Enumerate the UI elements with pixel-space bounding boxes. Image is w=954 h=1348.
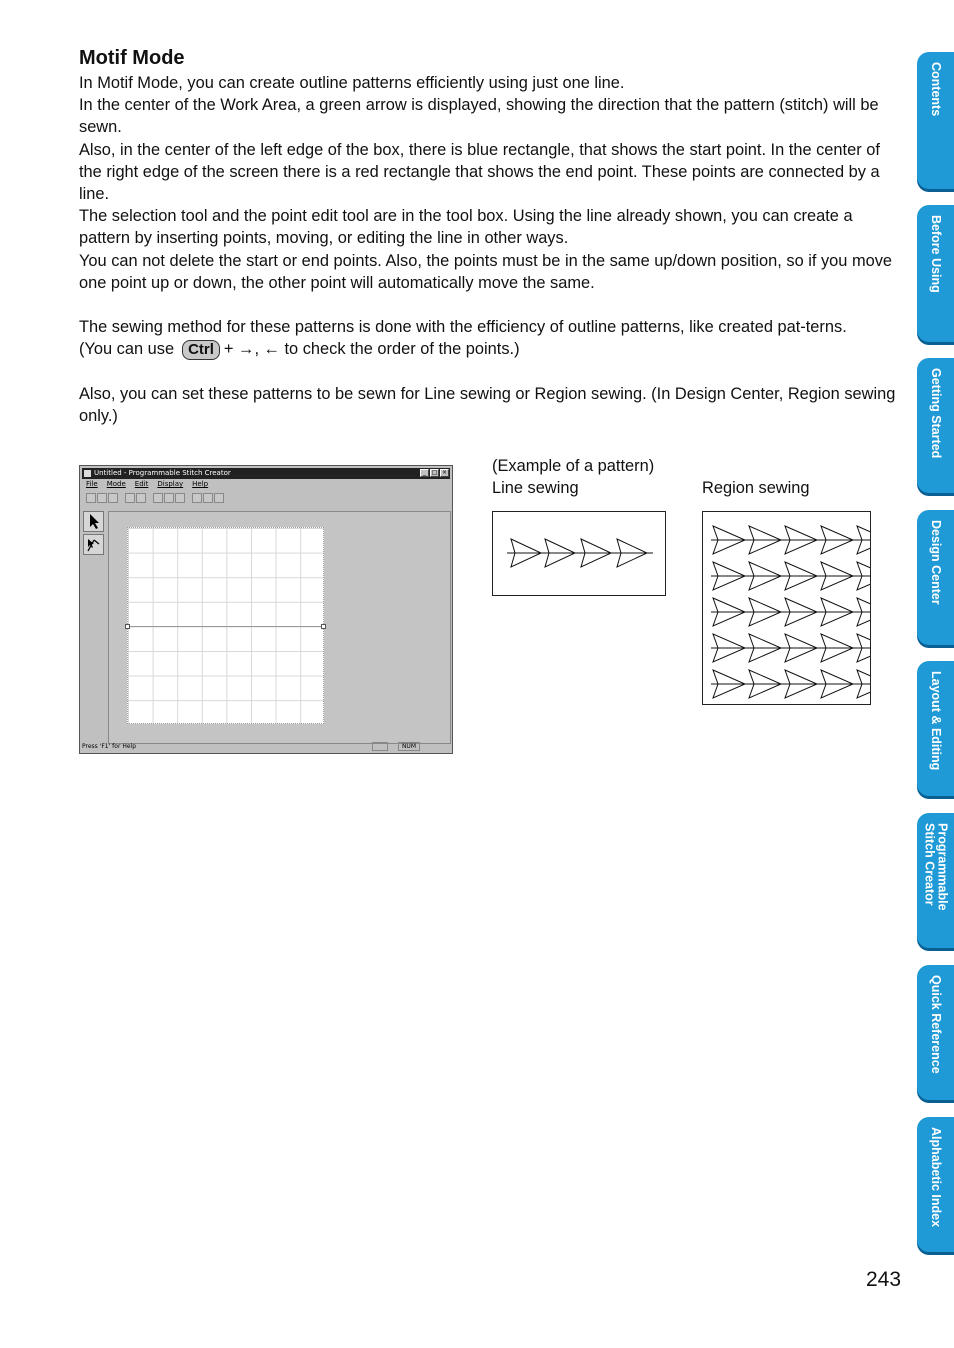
save-file-icon[interactable] [108,493,118,503]
tab-quick-reference[interactable] [917,965,954,1100]
paragraph: Also, in the center of the left edge of the box, there is blue rectangle, that shows the start point. In the center of the right edge of the screen there is a red rectangle that shows the end point. These points are connected by a line. [79,140,880,204]
close-button[interactable]: × [441,469,448,476]
paragraph: The sewing method for these patterns is done with the efficiency of outline patterns, like created pat-terns. [79,318,847,337]
toolbar [86,493,224,503]
region-sewing-pattern [703,512,870,704]
flip-horizontal-icon[interactable] [192,493,202,503]
tab-design-center[interactable] [917,510,954,645]
select-tool[interactable] [83,511,104,532]
tab-before-using[interactable] [917,205,954,342]
tab-label: Layout & Editing [929,671,943,771]
start-point[interactable] [125,624,130,629]
status-cell [372,742,388,751]
maximize-button[interactable]: □ [431,469,438,476]
page-number: 243 [866,1268,902,1291]
app-screenshot [79,465,453,754]
paragraph: The selection tool and the point edit tool are in the tool box. Using the line already shown, you can create a pattern by inserting points, moving, or editing the line in other ways. [79,207,853,248]
redo-icon[interactable] [136,493,146,503]
point-edit-tool[interactable] [83,534,104,555]
menu-mode[interactable]: Mode [106,480,126,488]
region-sewing-example [702,511,871,705]
design-grid[interactable] [127,527,324,724]
open-file-icon[interactable] [97,493,107,503]
tab-label: Programmable Stitch Creator [922,823,950,911]
paragraph: In Motif Mode, you can create outline patterns efficiently using just one line. [79,74,625,92]
tab-alphabetic-index[interactable] [917,1117,954,1252]
line-sewing-pattern [493,512,665,595]
shortcut-suffix: + →, ← to check the order of the points.) [223,340,520,359]
tab-label: Before Using [929,215,943,293]
body-text [79,72,901,427]
arrow-cursor-icon [84,512,103,531]
shortcut-note [79,338,901,360]
tab-getting-started[interactable] [917,358,954,493]
tab-label: Design Center [929,520,943,605]
cut-icon[interactable] [153,493,163,503]
paragraph: In the center of the Work Area, a green arrow is displayed, showing the direction that the pattern (stitch) will be sewn. [79,96,879,137]
example-caption: (Example of a pattern) [492,457,655,475]
work-area[interactable] [108,511,451,744]
shortcut-prefix: (You can use [79,340,175,359]
menu-help[interactable]: Help [192,480,209,488]
line-sewing-example [492,511,666,596]
end-point[interactable] [321,624,326,629]
app-icon [84,470,91,477]
menu-bar [86,480,208,488]
status-bar [82,742,450,751]
motif-line[interactable] [128,626,323,627]
line-sewing-label: Line sewing [492,479,579,497]
menu-edit[interactable]: Edit [134,480,149,488]
tab-label: Contents [929,62,943,117]
tab-label: Getting Started [929,368,943,459]
paragraph: Also, you can set these patterns to be sewn for Line sewing or Region sewing. (In Design Center, Region sewing only.) [79,384,896,426]
tool-box [83,511,105,749]
paragraph: You can not delete the start or end points. Also, the points must be in the same up/down position, so if you move one point up or down, the other point will automatically move the same. [79,251,893,292]
undo-icon[interactable] [125,493,135,503]
point-edit-icon [84,535,103,554]
tab-contents[interactable] [917,52,954,189]
tab-label: Alphabetic Index [929,1127,943,1228]
menu-display[interactable]: Display [157,480,184,488]
tab-layout-editing[interactable] [917,661,954,796]
rotate-icon[interactable] [214,493,224,503]
minimize-button[interactable]: _ [420,469,429,477]
status-text: Press 'F1' for Help [82,743,137,750]
copy-icon[interactable] [164,493,174,503]
paste-icon[interactable] [175,493,185,503]
tab-label: Quick Reference [929,975,943,1074]
new-file-icon[interactable] [86,493,96,503]
window-titlebar [82,468,450,479]
region-sewing-label: Region sewing [702,479,810,497]
menu-file[interactable]: File [86,480,98,488]
section-heading: Motif Mode [79,47,185,69]
tab-programmable-stitch-creator[interactable] [917,813,954,948]
window-title: Untitled - Programmable Stitch Creator [94,469,231,477]
ctrl-key-icon: Ctrl [182,340,220,360]
flip-vertical-icon[interactable] [203,493,213,503]
num-lock-indicator: NUM [398,742,420,751]
